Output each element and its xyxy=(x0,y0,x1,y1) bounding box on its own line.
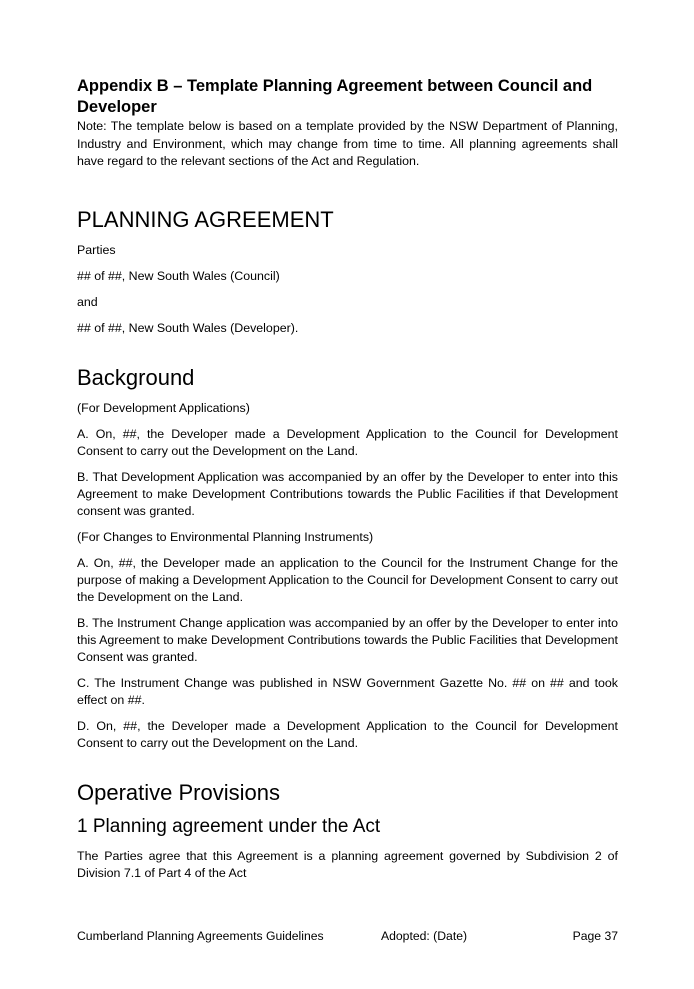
planning-agreement-subheading: 1 Planning agreement under the Act xyxy=(77,815,381,837)
and-text: and xyxy=(77,294,98,309)
epi-paragraph-b: B. The Instrument Change application was accompanied by an offer by the Developer to enter into this Agreement to make Development Contributions towards the Public Facilities that Development Consent was granted. xyxy=(77,615,618,664)
da-label: (For Development Applications) xyxy=(77,400,250,415)
epi-label: (For Changes to Environmental Planning Instruments) xyxy=(77,529,374,544)
epi-paragraph-a: A. On, ##, the Developer made an application to the Council for the Instrument Change for the purpose of making a Development Application to the Council for Development Consent to carry out the Development on the Land. xyxy=(77,555,618,604)
operative-section xyxy=(77,780,618,882)
epi-paragraph-d: D. On, ##, the Developer made a Development Application to the Council for Development Consent to carry out the Development on the Land. xyxy=(77,718,618,750)
operative-paragraph: The Parties agree that this Agreement is a planning agreement governed by Subdivision 2 of Division 7.1 of Part 4 of the Act xyxy=(77,848,618,880)
parties-label: Parties xyxy=(77,242,116,257)
appendix-title: Appendix B – Template Planning Agreement between Council and Developer xyxy=(77,77,593,116)
footer-adopted-date: Adopted: (Date) xyxy=(381,929,468,943)
footer-document-title: Cumberland Planning Agreements Guidelines xyxy=(77,929,324,943)
epi-paragraph-c: C. The Instrument Change was published in NSW Government Gazette No. ## on ## and took effect on ##. xyxy=(77,675,618,707)
da-paragraph-b: B. That Development Application was accompanied by an offer by the Developer to enter into this Agreement to make Development Contributions towards the Public Facilities if that Development consent was granted. xyxy=(77,469,618,518)
document-page xyxy=(77,76,618,891)
page-footer xyxy=(77,928,618,944)
planning-agreement-heading: PLANNING AGREEMENT xyxy=(77,206,334,232)
operative-heading: Operative Provisions xyxy=(77,779,280,805)
footer-page-number: Page 37 xyxy=(572,929,618,943)
background-heading: Background xyxy=(77,364,195,390)
party-council: ## of ##, New South Wales (Council) xyxy=(77,268,280,283)
party-developer: ## of ##, New South Wales (Developer). xyxy=(77,320,299,335)
background-section xyxy=(77,365,618,752)
appendix-note: Note: The template below is based on a template provided by the NSW Department of Planning, Industry and Environment, which may change from time to time. All planning agreements shall have regard to the relevant sections of the Act and Regulation. xyxy=(77,119,618,168)
da-paragraph-a: A. On, ##, the Developer made a Development Application to the Council for Development Consent to carry out the Development on the Land. xyxy=(77,426,618,458)
planning-agreement-section xyxy=(77,207,618,337)
